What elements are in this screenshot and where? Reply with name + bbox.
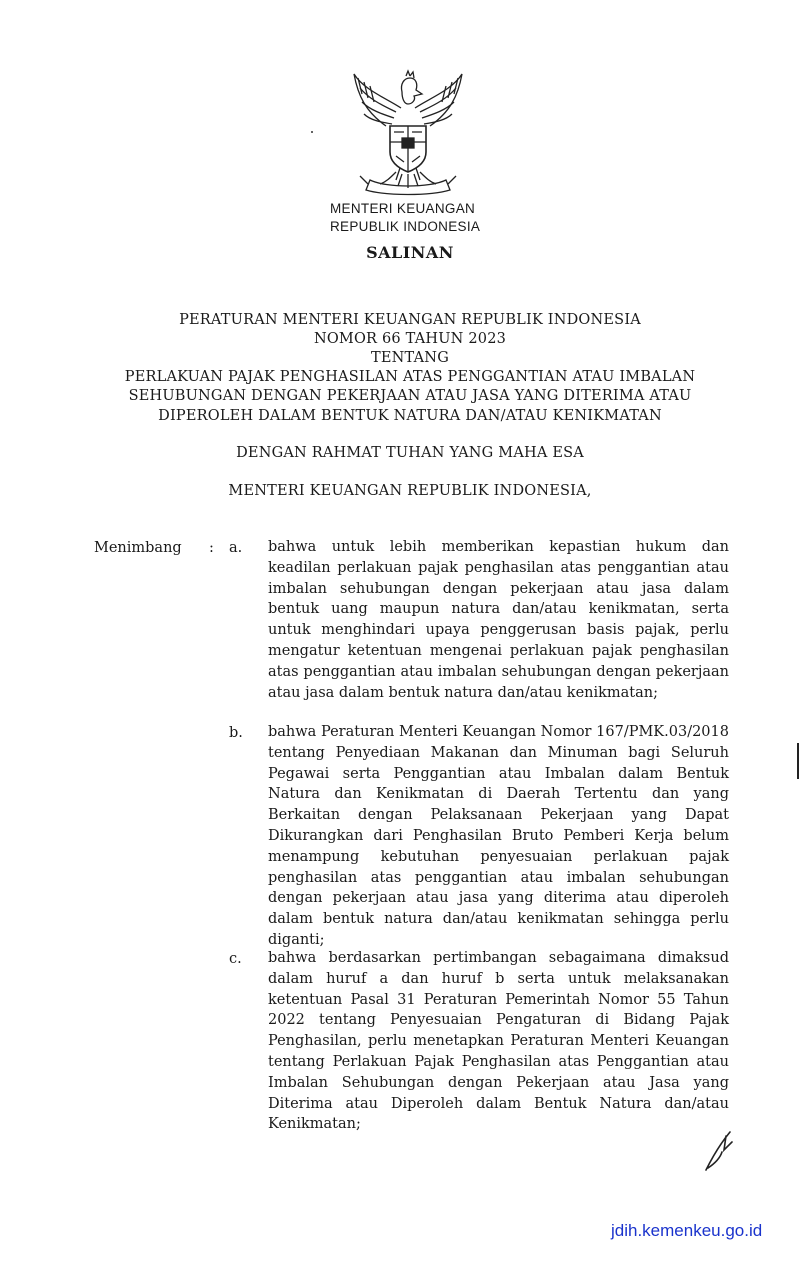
considering-item-letter: a. (229, 540, 243, 556)
scan-speck (311, 131, 313, 133)
scan-edge-mark (797, 743, 799, 779)
considering-colon: : (209, 540, 214, 556)
initial-signature-icon (700, 1128, 740, 1174)
blessing-line: DENGAN RAHMAT TUHAN YANG MAHA ESA (236, 445, 584, 461)
regulation-subject-line-3: DIPEROLEH DALAM BENTUK NATURA DAN/ATAU KENIKMATAN (158, 408, 662, 424)
source-website-link[interactable]: jdih.kemenkeu.go.id (611, 1221, 763, 1240)
regulation-subject-line-1: PERLAKUAN PAJAK PENGHASILAN ATAS PENGGANTIAN ATAU IMBALAN (124, 369, 696, 385)
regulation-title: PERATURAN MENTERI KEUANGAN REPUBLIK INDONESIA (179, 312, 641, 328)
institution-country: REPUBLIK INDONESIA (330, 219, 481, 234)
regulation-subject-line-2: SEHUBUNGAN DENGAN PEKERJAAN ATAU JASA YANG DITERIMA ATAU (128, 388, 692, 404)
regulation-number: NOMOR 66 TAHUN 2023 (313, 331, 507, 347)
considering-item-letter: b. (229, 725, 243, 741)
considering-item-text: bahwa untuk lebih memberikan kepastian hukum dan keadilan perlakuan pajak penghasilan atas penggantian atau imbalan sehubungan dengan pekerjaan atau jasa dalam bentuk uang maupun natura dan/atau kenikmatan, serta untuk menghindari upaya penggerusan basis pajak, perlu mengatur ketentuan mengenai perlakuan pajak penghasilan atas penggantian atau imbalan sehubungan dengan pekerjaan atau jasa dalam bentuk natura dan/atau kenikmatan; (268, 539, 729, 701)
authority-line: MENTERI KEUANGAN REPUBLIK INDONESIA, (228, 483, 592, 499)
copy-stamp: SALINAN (366, 243, 454, 262)
garuda-emblem-icon (346, 68, 470, 196)
considering-item-text: bahwa berdasarkan pertimbangan sebagaimana dimaksud dalam huruf a dan huruf b serta untuk melaksanakan ketentuan Pasal 31 Peraturan Pemerintah Nomor 55 Tahun 2022 tentang Penyesuaian Pengaturan di Bidang Pajak Penghasilan, perlu menetapkan Peraturan Menteri Keuangan tentang Perlakuan Pajak Penghasilan atas Penggantian atau Imbalan Sehubungan dengan Pekerjaan atau Jasa yang Diterima atau Diperoleh dalam Bentuk Natura dan/atau Kenikmatan; (268, 950, 729, 1133)
considering-item-letter: c. (229, 951, 242, 967)
regulation-about: TENTANG (371, 350, 449, 366)
considering-label: Menimbang (94, 540, 182, 556)
institution-name: MENTERI KEUANGAN (330, 201, 476, 216)
considering-item-text: bahwa Peraturan Menteri Keuangan Nomor 167/PMK.03/2018 tentang Penyediaan Makanan dan Minuman bagi Seluruh Pegawai serta Penggantian atau Imbalan dalam Bentuk Natura dan Kenikmatan di Daerah Tertentu dan yang Berkaitan dengan Pelaksanaan Pekerjaan yang Dapat Dikurangkan dari Penghasilan Bruto Pemberi Kerja belum menampung kebutuhan penyesuaian perlakuan pajak penghasilan atas penggantian atau imbalan sehubungan dengan pekerjaan atau jasa yang diterima atau diperoleh dalam bentuk natura dan/atau kenikmatan sehingga perlu diganti; (268, 724, 729, 948)
